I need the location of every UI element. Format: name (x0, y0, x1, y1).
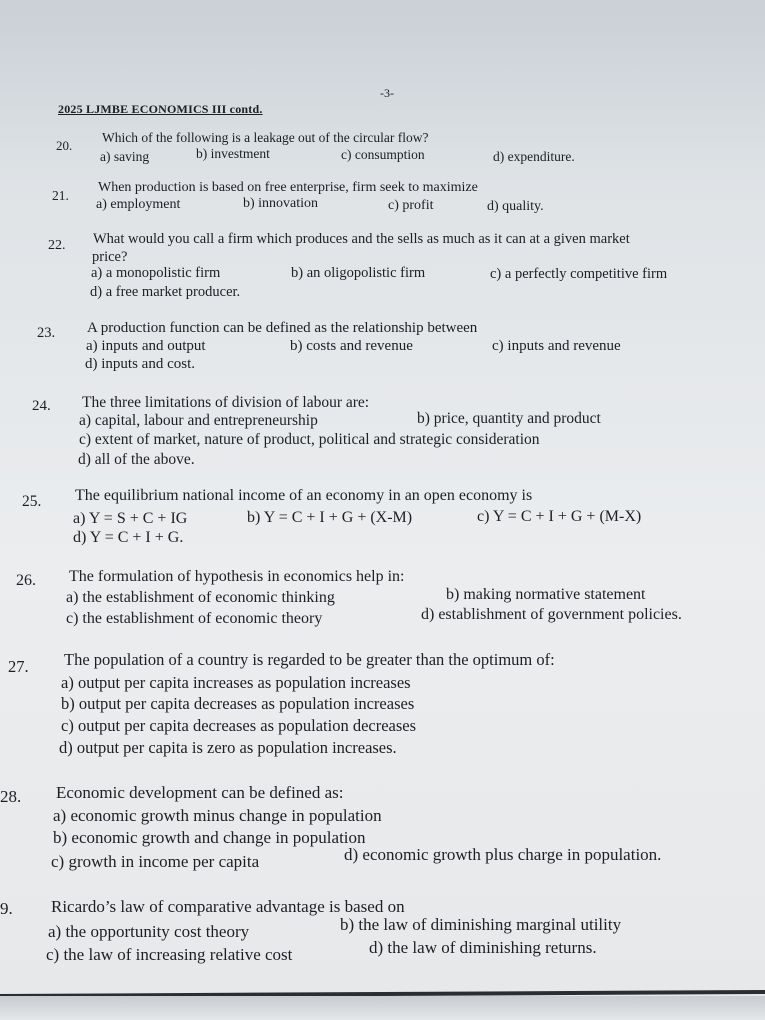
question-number: 26. (16, 572, 36, 589)
option-c: c) inputs and revenue (492, 338, 621, 354)
question-number: 21. (52, 188, 69, 203)
question-stem: Economic development can be defined as: (56, 783, 344, 802)
option-c: c) output per capita decreases as population decreases (61, 716, 417, 735)
option-b: b) Y = C + I + G + (X-M) (247, 509, 413, 526)
question-stem-line-2: price? (92, 249, 128, 265)
question-number: 23. (37, 325, 56, 341)
option-b: b) price, quantity and product (417, 410, 601, 427)
question-number: 24. (32, 398, 51, 414)
option-d: d) establishment of government policies. (421, 606, 682, 623)
option-d: d) quality. (487, 199, 544, 214)
option-d: d) the law of diminishing returns. (369, 938, 597, 957)
option-a: a) saving (100, 149, 150, 164)
question-stem: A production function can be defined as the relationship between (87, 320, 478, 336)
option-d: d) all of the above. (78, 451, 195, 468)
option-a: a) Y = S + C + IG (73, 510, 188, 527)
question-stem: Which of the following is a leakage out of the circular flow? (102, 130, 429, 145)
option-c: c) consumption (341, 147, 425, 162)
option-d: d) expenditure. (493, 149, 575, 164)
question-stem: Ricardo’s law of comparative advantage is based on (51, 897, 405, 916)
option-b: b) output per capita decreases as population increases (61, 694, 415, 713)
question-stem: The formulation of hypothesis in economics help in: (69, 568, 405, 585)
option-b: b) innovation (243, 196, 319, 211)
page-edge-shadow (0, 996, 765, 1020)
option-a: a) economic growth minus change in population (53, 806, 382, 825)
option-a: a) the opportunity cost theory (48, 922, 250, 941)
option-b: b) investment (196, 146, 270, 161)
option-b: b) an oligopolistic firm (291, 265, 426, 281)
option-d: d) economic growth plus charge in population. (344, 845, 662, 864)
option-d: d) output per capita is zero as population increases. (59, 738, 397, 757)
question-stem: When production is based on free enterprise, firm seek to maximize (98, 180, 478, 195)
option-a: a) capital, labour and entrepreneurship (79, 412, 318, 429)
option-d: d) a free market producer. (90, 284, 241, 300)
question-stem: The equilibrium national income of an economy in an open economy is (75, 487, 533, 504)
option-d: d) inputs and cost. (85, 356, 195, 372)
option-d: d) Y = C + I + G. (73, 529, 184, 546)
option-c: c) a perfectly competitive firm (490, 266, 668, 282)
option-a: a) output per capita increases as population increases (61, 673, 411, 692)
option-c: c) profit (388, 198, 434, 213)
question-stem: The population of a country is regarded to be greater than the optimum of: (64, 650, 555, 669)
question-number: 22. (48, 238, 66, 253)
option-a: a) a monopolistic firm (91, 265, 221, 281)
question-number: 9. (0, 899, 13, 918)
question-stem-line-1: What would you call a firm which produces and the sells as much as it can at a given market (93, 231, 630, 247)
question-number: 20. (56, 138, 73, 153)
option-b: b) the law of diminishing marginal utility (340, 915, 622, 934)
option-a: a) the establishment of economic thinking (66, 589, 335, 606)
question-number: 25. (22, 493, 42, 510)
option-c: c) Y = C + I + G + (M-X) (477, 508, 642, 525)
exam-header: 2025 LJMBE ECONOMICS III contd. (58, 102, 263, 116)
option-c: c) growth in income per capita (51, 852, 260, 871)
option-a: a) employment (96, 197, 181, 212)
option-b: b) making normative statement (446, 586, 646, 603)
question-number: 28. (0, 787, 22, 806)
question-number: 27. (8, 657, 29, 676)
option-c: c) extent of market, nature of product, political and strategic consideration (79, 431, 540, 448)
option-c: c) the establishment of economic theory (66, 610, 323, 627)
option-c: c) the law of increasing relative cost (46, 945, 293, 964)
option-b: b) economic growth and change in population (53, 828, 366, 847)
page-number: -3- (380, 86, 394, 100)
option-a: a) inputs and output (86, 338, 206, 354)
option-b: b) costs and revenue (290, 338, 413, 354)
question-stem: The three limitations of division of labour are: (82, 394, 370, 411)
